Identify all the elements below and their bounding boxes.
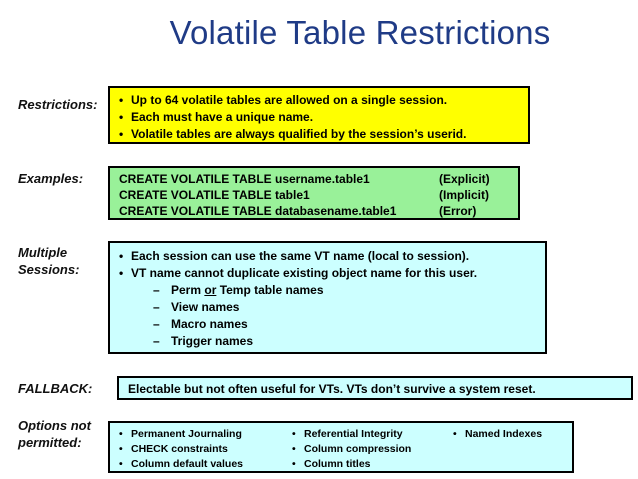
bullet-icon: • [119, 266, 124, 280]
sub-text: Macro names [171, 317, 248, 331]
list-item [119, 442, 243, 457]
list-item [292, 457, 411, 472]
example-note: (Implicit) [439, 188, 489, 202]
bullet-icon: • [119, 110, 124, 124]
option-text: Referential Integrity [304, 428, 403, 440]
example-statement: CREATE VOLATILE TABLE username.table1 [119, 172, 370, 186]
sessions-label [18, 244, 79, 278]
example-note: (Explicit) [439, 172, 490, 186]
options-box [108, 421, 574, 473]
restrictions-label: Restrictions: [18, 97, 98, 112]
option-text: Column default values [131, 458, 244, 470]
bullet-icon: • [292, 458, 296, 470]
bullet-icon: • [292, 443, 296, 455]
example-statement: CREATE VOLATILE TABLE table1 [119, 188, 310, 202]
sub-text: View names [171, 300, 240, 314]
sublist-item [153, 316, 545, 333]
example-row [119, 171, 518, 187]
bullet-icon: • [119, 443, 123, 455]
sublist-item [153, 333, 545, 350]
sessions-box [108, 241, 547, 354]
sublist-item [153, 282, 545, 299]
sub-text: Perm [171, 283, 205, 297]
sub-text: Temp table names [216, 283, 324, 297]
list-item [119, 109, 528, 126]
dash-icon: – [153, 317, 160, 331]
restriction-text: Each must have a unique name. [131, 110, 314, 124]
options-col-3 [453, 427, 542, 442]
bullet-icon: • [119, 458, 123, 470]
restrictions-box [108, 86, 530, 144]
bullet-icon: • [453, 428, 457, 440]
list-item [292, 427, 411, 442]
example-note: (Error) [439, 204, 477, 218]
bullet-icon: • [119, 249, 124, 263]
sessions-label-line2: Sessions: [18, 262, 80, 277]
fallback-text: Electable but not often useful for VTs. VTs don’t survive a system reset. [128, 382, 536, 396]
sub-text-emph: or [204, 283, 217, 297]
example-row [119, 203, 518, 219]
dash-icon: – [153, 334, 160, 348]
list-item [453, 427, 542, 442]
examples-label: Examples: [18, 171, 84, 186]
sessions-label-line1: Multiple [18, 245, 68, 260]
session-text: Each session can use the same VT name (local to session). [131, 249, 470, 263]
slide-title: Volatile Table Restrictions [169, 14, 551, 51]
list-item [119, 457, 243, 472]
sub-text: Trigger names [171, 334, 254, 348]
dash-icon: – [153, 300, 160, 314]
options-col-2 [292, 427, 411, 472]
options-label-line1: Options not [18, 418, 91, 433]
bullet-icon: • [292, 428, 296, 440]
list-item [292, 442, 411, 457]
session-text: VT name cannot duplicate existing object name for this user. [131, 266, 478, 280]
options-col-1 [119, 427, 243, 472]
option-text: Column compression [304, 443, 412, 455]
sessions-sublist [119, 282, 545, 350]
restriction-text: Volatile tables are always qualified by the session’s userid. [131, 127, 467, 141]
list-item [119, 126, 528, 143]
restrictions-list [119, 92, 528, 143]
option-text: CHECK constraints [131, 443, 228, 455]
list-item [119, 427, 243, 442]
options-label-line2: permitted: [18, 435, 82, 450]
option-text: Named Indexes [465, 428, 543, 440]
sessions-list [119, 248, 545, 282]
option-text: Permanent Journaling [131, 428, 242, 440]
fallback-label: FALLBACK: [18, 381, 93, 396]
example-row [119, 187, 518, 203]
bullet-icon: • [119, 428, 123, 440]
list-item [119, 248, 545, 265]
examples-box [108, 166, 520, 220]
options-label [18, 417, 91, 451]
option-text: Column titles [304, 458, 371, 470]
bullet-icon: • [119, 93, 124, 107]
list-item [119, 92, 528, 109]
list-item [119, 265, 545, 282]
sublist-item [153, 299, 545, 316]
bullet-icon: • [119, 127, 124, 141]
example-statement: CREATE VOLATILE TABLE databasename.table1 [119, 204, 397, 218]
dash-icon: – [153, 283, 160, 297]
restriction-text: Up to 64 volatile tables are allowed on a single session. [131, 93, 448, 107]
fallback-box [117, 376, 633, 400]
